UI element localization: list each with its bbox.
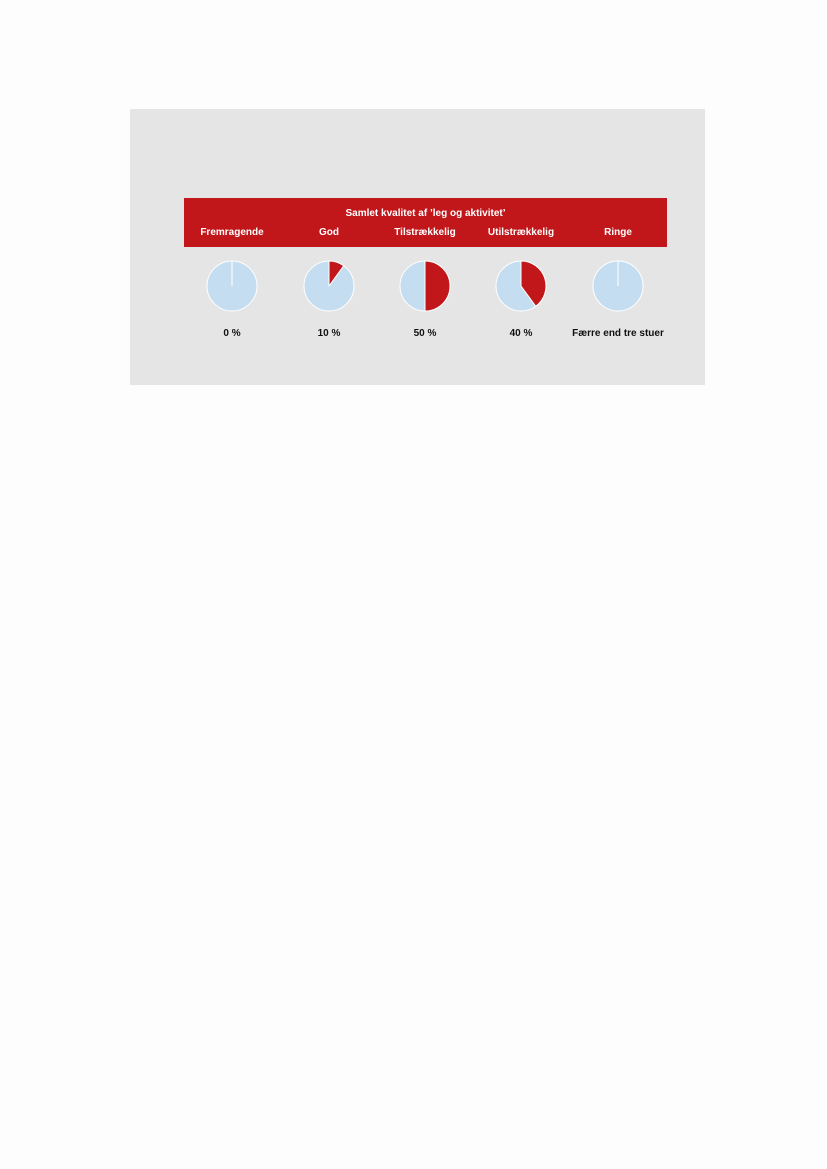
chart-title: Samlet kvalitet af ’leg og aktivitet’ [345, 208, 506, 219]
pie-svg [494, 259, 548, 313]
pie-svg [398, 259, 452, 313]
category-label-utilstraekkelig: Utilstrækkelig [487, 227, 555, 238]
pie-value-slice [425, 261, 450, 311]
chart-panel [130, 109, 705, 385]
pie-svg [591, 259, 645, 313]
category-label-tilstraekkelig: Tilstrækkelig [394, 227, 456, 238]
value-label-tilstraekkelig: 50 % [413, 328, 437, 339]
category-label-ringe: Ringe [604, 227, 632, 238]
category-label-fremragende: Fremragende [200, 227, 264, 238]
value-label-god: 10 % [317, 328, 341, 339]
value-label-fremragende: 0 % [223, 328, 241, 339]
pie-svg [302, 259, 356, 313]
pie-fremragende [205, 259, 259, 313]
chart-header-bar [184, 198, 667, 247]
category-label-god: God [319, 227, 339, 238]
pie-god [302, 259, 356, 313]
value-label-ringe: Færre end tre stuer [572, 328, 664, 339]
pie-utilstraekkelig [494, 259, 548, 313]
pie-tilstraekkelig [398, 259, 452, 313]
pie-svg [205, 259, 259, 313]
value-label-utilstraekkelig: 40 % [509, 328, 533, 339]
pie-ringe [591, 259, 645, 313]
